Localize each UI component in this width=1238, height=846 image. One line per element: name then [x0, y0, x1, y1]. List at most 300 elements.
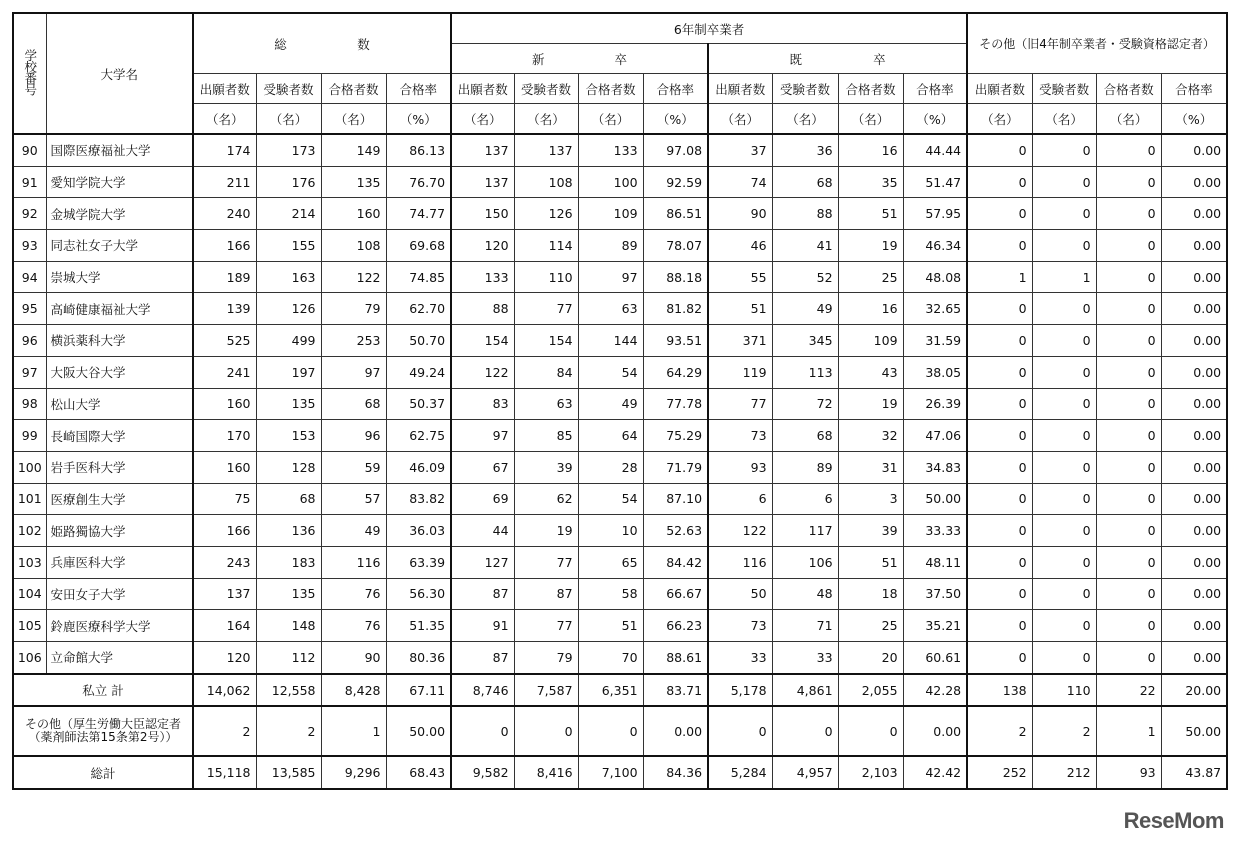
column-unit: （名）	[838, 104, 903, 135]
value-cell: 0	[967, 642, 1032, 674]
value-cell: 59	[321, 451, 386, 483]
value-cell: 174	[193, 134, 256, 166]
value-cell: 0	[1032, 642, 1096, 674]
value-cell: 2	[256, 706, 321, 756]
value-cell: 87	[514, 578, 578, 610]
value-cell: 25	[838, 261, 903, 293]
column-header: 出願者数	[193, 74, 256, 104]
value-cell: 0	[1096, 420, 1161, 452]
school-number: 97	[13, 356, 46, 388]
value-cell: 72	[772, 388, 838, 420]
value-cell: 97	[451, 420, 514, 452]
value-cell: 86.13	[386, 134, 451, 166]
value-cell: 0	[1096, 515, 1161, 547]
school-number: 96	[13, 325, 46, 357]
value-cell: 62.75	[386, 420, 451, 452]
value-cell: 0.00	[1161, 198, 1227, 230]
value-cell: 37.50	[903, 578, 967, 610]
value-cell: 100	[578, 166, 643, 198]
school-number: 106	[13, 642, 46, 674]
school-number: 91	[13, 166, 46, 198]
value-cell: 51.35	[386, 610, 451, 642]
value-cell: 0	[1096, 483, 1161, 515]
value-cell: 113	[772, 356, 838, 388]
university-name: 松山大学	[46, 388, 193, 420]
value-cell: 2	[1032, 706, 1096, 756]
value-cell: 0	[967, 388, 1032, 420]
column-header: 合格者数	[321, 74, 386, 104]
value-cell: 155	[256, 230, 321, 262]
column-unit: （%）	[386, 104, 451, 135]
value-cell: 0.00	[643, 706, 708, 756]
value-cell: 48.11	[903, 546, 967, 578]
school-number-header: 学校番号	[13, 13, 46, 134]
column-header: 受験者数	[256, 74, 321, 104]
value-cell: 10	[578, 515, 643, 547]
value-cell: 49	[321, 515, 386, 547]
value-cell: 0	[1096, 230, 1161, 262]
school-number: 98	[13, 388, 46, 420]
value-cell: 18	[838, 578, 903, 610]
table-row	[13, 134, 1227, 166]
value-cell: 133	[451, 261, 514, 293]
value-cell: 6,351	[578, 674, 643, 707]
value-cell: 83	[451, 388, 514, 420]
value-cell: 126	[514, 198, 578, 230]
value-cell: 160	[193, 388, 256, 420]
value-cell: 20	[838, 642, 903, 674]
value-cell: 137	[451, 134, 514, 166]
value-cell: 50	[708, 578, 772, 610]
value-cell: 83.71	[643, 674, 708, 707]
value-cell: 0	[1032, 515, 1096, 547]
value-cell: 0	[967, 325, 1032, 357]
value-cell: 109	[578, 198, 643, 230]
value-cell: 50.37	[386, 388, 451, 420]
other-group-header: その他（旧4年制卒業者・受験資格認定者）	[967, 13, 1227, 74]
value-cell: 42.28	[903, 674, 967, 707]
column-header: 受験者数	[514, 74, 578, 104]
value-cell: 33	[772, 642, 838, 674]
value-cell: 0	[967, 546, 1032, 578]
table-row	[13, 230, 1227, 262]
value-cell: 0	[1096, 642, 1161, 674]
value-cell: 31.59	[903, 325, 967, 357]
value-cell: 8,428	[321, 674, 386, 707]
university-name: 国際医療福祉大学	[46, 134, 193, 166]
value-cell: 39	[838, 515, 903, 547]
value-cell: 68	[772, 420, 838, 452]
table-row	[13, 420, 1227, 452]
column-header: 合格率	[903, 74, 967, 104]
value-cell: 241	[193, 356, 256, 388]
value-cell: 0	[1096, 261, 1161, 293]
value-cell: 62.70	[386, 293, 451, 325]
value-cell: 28	[578, 451, 643, 483]
six-year-group-header: 6年制卒業者	[451, 13, 967, 44]
value-cell: 81.82	[643, 293, 708, 325]
value-cell: 0	[967, 230, 1032, 262]
value-cell: 46.09	[386, 451, 451, 483]
value-cell: 68	[256, 483, 321, 515]
value-cell: 8,416	[514, 756, 578, 789]
value-cell: 65	[578, 546, 643, 578]
value-cell: 36.03	[386, 515, 451, 547]
table-row	[13, 261, 1227, 293]
value-cell: 79	[321, 293, 386, 325]
pass-rate-table	[12, 12, 1228, 790]
value-cell: 75	[193, 483, 256, 515]
value-cell: 153	[256, 420, 321, 452]
value-cell: 90	[321, 642, 386, 674]
value-cell: 58	[578, 578, 643, 610]
value-cell: 35	[838, 166, 903, 198]
value-cell: 76	[321, 578, 386, 610]
value-cell: 110	[514, 261, 578, 293]
value-cell: 49	[578, 388, 643, 420]
value-cell: 73	[708, 420, 772, 452]
value-cell: 0	[967, 610, 1032, 642]
value-cell: 189	[193, 261, 256, 293]
value-cell: 9,296	[321, 756, 386, 789]
value-cell: 0	[1032, 230, 1096, 262]
table-row	[13, 642, 1227, 674]
value-cell: 9,582	[451, 756, 514, 789]
school-number: 92	[13, 198, 46, 230]
table-row	[13, 166, 1227, 198]
value-cell: 0	[967, 420, 1032, 452]
value-cell: 84	[514, 356, 578, 388]
value-cell: 33.33	[903, 515, 967, 547]
value-cell: 108	[321, 230, 386, 262]
column-header: 出願者数	[967, 74, 1032, 104]
column-header: 合格率	[643, 74, 708, 104]
past-grad-header: 既 卒	[708, 44, 967, 74]
value-cell: 144	[578, 325, 643, 357]
school-number: 101	[13, 483, 46, 515]
university-name: 鈴鹿医療科学大学	[46, 610, 193, 642]
value-cell: 148	[256, 610, 321, 642]
value-cell: 89	[578, 230, 643, 262]
value-cell: 57	[321, 483, 386, 515]
value-cell: 0	[1096, 388, 1161, 420]
value-cell: 25	[838, 610, 903, 642]
value-cell: 0	[1032, 483, 1096, 515]
university-name: 高崎健康福祉大学	[46, 293, 193, 325]
value-cell: 83.82	[386, 483, 451, 515]
value-cell: 90	[708, 198, 772, 230]
value-cell: 77	[514, 293, 578, 325]
value-cell: 154	[451, 325, 514, 357]
value-cell: 0	[967, 166, 1032, 198]
value-cell: 73	[708, 610, 772, 642]
value-cell: 0	[708, 706, 772, 756]
value-cell: 108	[514, 166, 578, 198]
value-cell: 0	[967, 451, 1032, 483]
value-cell: 110	[1032, 674, 1096, 707]
value-cell: 0	[1096, 134, 1161, 166]
value-cell: 52	[772, 261, 838, 293]
value-cell: 88	[451, 293, 514, 325]
value-cell: 69	[451, 483, 514, 515]
column-unit: （名）	[578, 104, 643, 135]
value-cell: 112	[256, 642, 321, 674]
column-unit: （名）	[1032, 104, 1096, 135]
value-cell: 93.51	[643, 325, 708, 357]
value-cell: 93	[708, 451, 772, 483]
value-cell: 16	[838, 134, 903, 166]
table-row	[13, 325, 1227, 357]
value-cell: 37	[708, 134, 772, 166]
value-cell: 16	[838, 293, 903, 325]
value-cell: 79	[514, 642, 578, 674]
value-cell: 122	[451, 356, 514, 388]
value-cell: 173	[256, 134, 321, 166]
value-cell: 0	[1032, 451, 1096, 483]
value-cell: 71.79	[643, 451, 708, 483]
value-cell: 68.43	[386, 756, 451, 789]
value-cell: 97.08	[643, 134, 708, 166]
value-cell: 0.00	[1161, 166, 1227, 198]
value-cell: 117	[772, 515, 838, 547]
value-cell: 164	[193, 610, 256, 642]
value-cell: 96	[321, 420, 386, 452]
value-cell: 0.00	[1161, 610, 1227, 642]
column-header: 出願者数	[451, 74, 514, 104]
value-cell: 133	[578, 134, 643, 166]
university-name: 大阪大谷大学	[46, 356, 193, 388]
value-cell: 0.00	[1161, 261, 1227, 293]
value-cell: 31	[838, 451, 903, 483]
value-cell: 137	[193, 578, 256, 610]
value-cell: 1	[1096, 706, 1161, 756]
value-cell: 0	[1032, 166, 1096, 198]
column-unit: （名）	[193, 104, 256, 135]
total-group-header: 総 数	[193, 13, 451, 74]
value-cell: 49.24	[386, 356, 451, 388]
value-cell: 0	[1096, 293, 1161, 325]
resemom-watermark: ReseMom	[1123, 808, 1224, 833]
value-cell: 77	[514, 610, 578, 642]
value-cell: 135	[321, 166, 386, 198]
value-cell: 0.00	[1161, 420, 1227, 452]
value-cell: 68	[772, 166, 838, 198]
value-cell: 0	[1032, 578, 1096, 610]
summary-row	[13, 756, 1227, 789]
table-row	[13, 483, 1227, 515]
value-cell: 54	[578, 356, 643, 388]
value-cell: 160	[193, 451, 256, 483]
value-cell: 0	[967, 578, 1032, 610]
value-cell: 19	[838, 388, 903, 420]
value-cell: 74	[708, 166, 772, 198]
value-cell: 0	[967, 293, 1032, 325]
value-cell: 0.00	[1161, 356, 1227, 388]
value-cell: 0	[1096, 198, 1161, 230]
university-name: 岩手医科大学	[46, 451, 193, 483]
university-name: 医療創生大学	[46, 483, 193, 515]
value-cell: 197	[256, 356, 321, 388]
value-cell: 1	[1032, 261, 1096, 293]
value-cell: 97	[578, 261, 643, 293]
value-cell: 64.29	[643, 356, 708, 388]
value-cell: 44	[451, 515, 514, 547]
value-cell: 50.00	[386, 706, 451, 756]
value-cell: 150	[451, 198, 514, 230]
value-cell: 114	[514, 230, 578, 262]
value-cell: 0.00	[1161, 515, 1227, 547]
value-cell: 0	[1032, 388, 1096, 420]
value-cell: 42.42	[903, 756, 967, 789]
value-cell: 371	[708, 325, 772, 357]
value-cell: 212	[1032, 756, 1096, 789]
value-cell: 1	[967, 261, 1032, 293]
value-cell: 499	[256, 325, 321, 357]
value-cell: 43	[838, 356, 903, 388]
table-row	[13, 578, 1227, 610]
value-cell: 0.00	[1161, 483, 1227, 515]
value-cell: 22	[1096, 674, 1161, 707]
summary-label: 総計	[13, 756, 193, 789]
value-cell: 74.85	[386, 261, 451, 293]
summary-label: 私立 計	[13, 674, 193, 707]
column-header: 合格率	[386, 74, 451, 104]
value-cell: 77	[514, 546, 578, 578]
value-cell: 0	[967, 356, 1032, 388]
value-cell: 0.00	[1161, 388, 1227, 420]
column-unit: （名）	[256, 104, 321, 135]
column-unit: （名）	[451, 104, 514, 135]
value-cell: 0	[772, 706, 838, 756]
value-cell: 52.63	[643, 515, 708, 547]
value-cell: 106	[772, 546, 838, 578]
value-cell: 13,585	[256, 756, 321, 789]
value-cell: 48	[772, 578, 838, 610]
value-cell: 0.00	[1161, 293, 1227, 325]
column-unit: （名）	[514, 104, 578, 135]
value-cell: 55	[708, 261, 772, 293]
value-cell: 35.21	[903, 610, 967, 642]
value-cell: 0	[838, 706, 903, 756]
value-cell: 240	[193, 198, 256, 230]
value-cell: 214	[256, 198, 321, 230]
value-cell: 19	[514, 515, 578, 547]
value-cell: 54	[578, 483, 643, 515]
value-cell: 6	[708, 483, 772, 515]
value-cell: 70	[578, 642, 643, 674]
value-cell: 47.06	[903, 420, 967, 452]
table-row	[13, 356, 1227, 388]
table-row	[13, 546, 1227, 578]
value-cell: 92.59	[643, 166, 708, 198]
value-cell: 76.70	[386, 166, 451, 198]
value-cell: 51	[838, 198, 903, 230]
value-cell: 137	[514, 134, 578, 166]
value-cell: 0	[967, 483, 1032, 515]
value-cell: 126	[256, 293, 321, 325]
value-cell: 67	[451, 451, 514, 483]
value-cell: 57.95	[903, 198, 967, 230]
value-cell: 97	[321, 356, 386, 388]
value-cell: 43.87	[1161, 756, 1227, 789]
value-cell: 2,055	[838, 674, 903, 707]
column-unit: （%）	[1161, 104, 1227, 135]
school-number: 105	[13, 610, 46, 642]
value-cell: 0.00	[1161, 578, 1227, 610]
school-number: 94	[13, 261, 46, 293]
column-unit: （%）	[903, 104, 967, 135]
value-cell: 253	[321, 325, 386, 357]
value-cell: 15,118	[193, 756, 256, 789]
value-cell: 0	[967, 134, 1032, 166]
university-name: 崇城大学	[46, 261, 193, 293]
value-cell: 0	[1032, 293, 1096, 325]
value-cell: 39	[514, 451, 578, 483]
university-name: 立命館大学	[46, 642, 193, 674]
value-cell: 85	[514, 420, 578, 452]
value-cell: 0	[1032, 546, 1096, 578]
university-name: 同志社女子大学	[46, 230, 193, 262]
value-cell: 5,284	[708, 756, 772, 789]
table-row	[13, 293, 1227, 325]
value-cell: 0	[451, 706, 514, 756]
value-cell: 176	[256, 166, 321, 198]
value-cell: 77	[708, 388, 772, 420]
value-cell: 84.36	[643, 756, 708, 789]
value-cell: 119	[708, 356, 772, 388]
value-cell: 122	[321, 261, 386, 293]
school-number: 99	[13, 420, 46, 452]
value-cell: 51	[578, 610, 643, 642]
value-cell: 32	[838, 420, 903, 452]
school-number: 102	[13, 515, 46, 547]
value-cell: 0.00	[1161, 451, 1227, 483]
value-cell: 80.36	[386, 642, 451, 674]
summary-label-line1: その他（厚生労働大臣認定者	[24, 717, 181, 732]
value-cell: 211	[193, 166, 256, 198]
value-cell: 8,746	[451, 674, 514, 707]
value-cell: 4,861	[772, 674, 838, 707]
value-cell: 87.10	[643, 483, 708, 515]
value-cell: 166	[193, 230, 256, 262]
university-header: 大学名	[46, 13, 193, 134]
value-cell: 88	[772, 198, 838, 230]
value-cell: 34.83	[903, 451, 967, 483]
value-cell: 0.00	[903, 706, 967, 756]
value-cell: 0.00	[1161, 230, 1227, 262]
new-grad-header: 新 卒	[451, 44, 708, 74]
table-row	[13, 388, 1227, 420]
value-cell: 154	[514, 325, 578, 357]
value-cell: 0	[1096, 546, 1161, 578]
value-cell: 0	[1032, 198, 1096, 230]
value-cell: 163	[256, 261, 321, 293]
university-name: 姫路獨協大学	[46, 515, 193, 547]
value-cell: 1	[321, 706, 386, 756]
value-cell: 76	[321, 610, 386, 642]
value-cell: 78.07	[643, 230, 708, 262]
column-unit: （名）	[772, 104, 838, 135]
value-cell: 2	[967, 706, 1032, 756]
value-cell: 89	[772, 451, 838, 483]
value-cell: 36	[772, 134, 838, 166]
value-cell: 0	[1096, 578, 1161, 610]
table-row	[13, 515, 1227, 547]
value-cell: 0	[1096, 451, 1161, 483]
table-row	[13, 610, 1227, 642]
table-row	[13, 451, 1227, 483]
value-cell: 93	[1096, 756, 1161, 789]
